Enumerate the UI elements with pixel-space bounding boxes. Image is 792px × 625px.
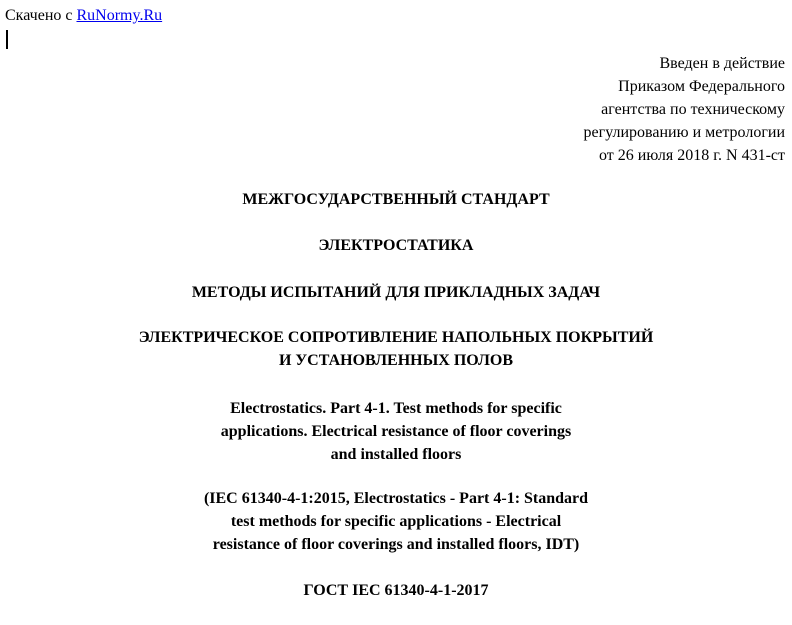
document-title-line: ЭЛЕКТРИЧЕСКОЕ СОПРОТИВЛЕНИЕ НАПОЛЬНЫХ ПОКРЫТИЙ [138,329,654,346]
iec-reference-line: resistance of floor coverings and installed floors, IDT) [212,536,580,553]
enactment-line: агентства по техническому [601,101,785,118]
source-prefix: Скачено с [5,7,73,24]
source-link[interactable]: RuNormy.Ru [76,7,163,24]
english-title-line: and installed floors [330,446,462,463]
iec-reference-line: (IEC 61340-4-1:2015, Electrostatics - Part 4-1: Standard [203,490,589,507]
iec-reference-line: test methods for specific applications - Electrical [230,513,562,530]
topic-heading: ЭЛЕКТРОСТАТИКА [318,237,474,254]
source-line [5,6,162,26]
enactment-line: регулированию и метрологии [583,124,785,141]
enactment-line: Приказом Федерального [618,78,785,95]
document-title-line: И УСТАНОВЛЕННЫХ ПОЛОВ [278,352,513,369]
enactment-line: Введен в действие [659,55,785,72]
enactment-line: от 26 июля 2018 г. N 431-ст [599,147,785,164]
english-title [0,397,792,466]
text-cursor [6,30,8,49]
english-title-line: Electrostatics. Part 4-1. Test methods for specific [230,400,562,417]
iec-reference [0,487,792,556]
document-title [0,326,792,372]
standard-type-heading: МЕЖГОСУДАРСТВЕННЫЙ СТАНДАРТ [242,191,550,208]
standard-designation: ГОСТ IEC 61340-4-1-2017 [303,582,489,599]
english-title-line: applications. Electrical resistance of floor coverings [220,423,572,440]
enactment-note [584,52,785,167]
methods-heading: МЕТОДЫ ИСПЫТАНИЙ ДЛЯ ПРИКЛАДНЫХ ЗАДАЧ [191,284,601,301]
